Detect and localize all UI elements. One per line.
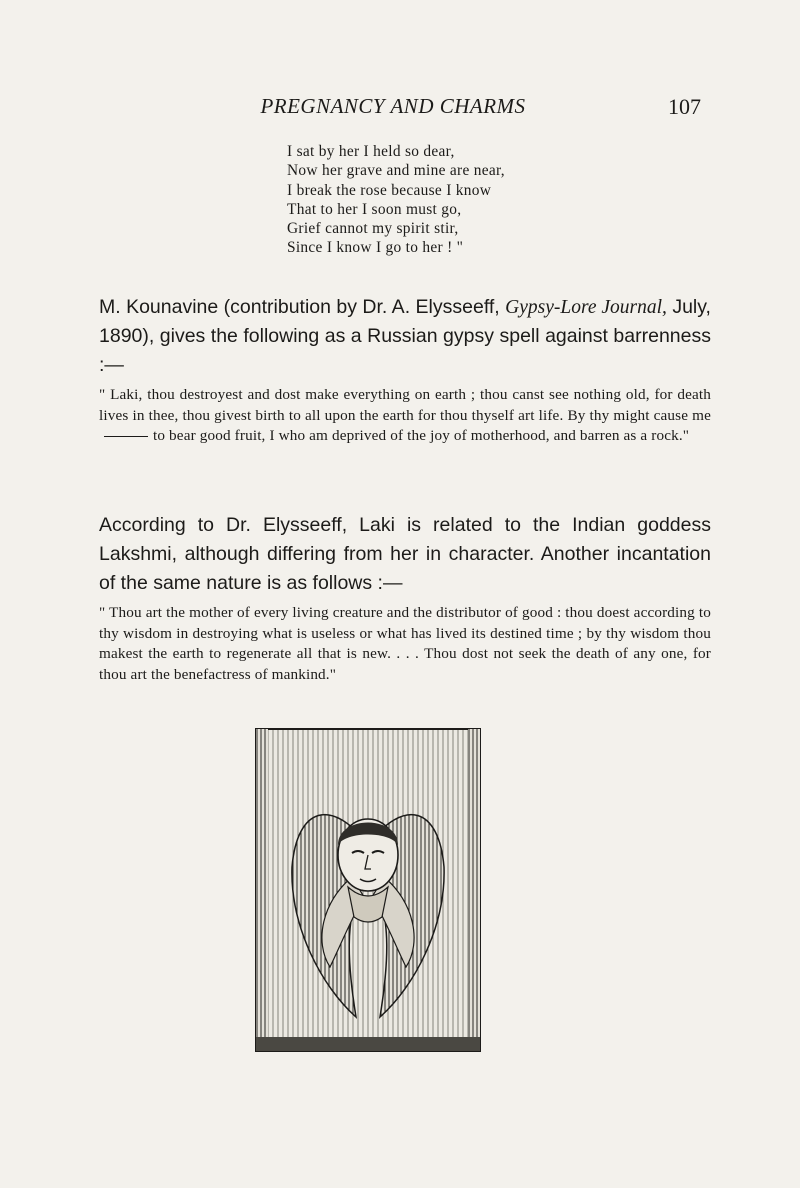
poem [287, 142, 505, 258]
poem-line: I break the rose because I know [287, 181, 492, 199]
em-dash-rule [104, 436, 148, 437]
paragraph-text: July, 1890), gives the following as a Russian gypsy spell against barrenness :— [99, 296, 711, 376]
quote-incantation: " Thou art the mother of every living creature and the distributor of good : thou doest according to thy wisdom in destroying what is useless or what has lived its destined time ; by thy wisdom thou makest the earth to regenerate all that is new. . . . Thou dost not seek the death of any one, for thou art the benefactress of mankind." [99, 604, 711, 683]
running-head: PREGNANCY AND CHARMS [260, 94, 526, 118]
paragraph-kounavine [99, 293, 711, 380]
page-number: 107 [668, 94, 701, 119]
paragraph-text: M. Kounavine (contribution by Dr. A. Elysseeff, [99, 296, 506, 318]
winged-cherub-engraving [252, 727, 484, 1057]
poem-line: Grief cannot my spirit stir, [287, 220, 459, 238]
poem-line: Now her grave and mine are near, [287, 162, 505, 180]
quote-text: to bear good fruit, I who am deprived of the joy of motherhood, and barren as a rock." [153, 427, 690, 444]
poem-line: Since I know I go to her ! " [287, 239, 464, 257]
paragraph-lakshmi: According to Dr. Elysseeff, Laki is related to the Indian goddess Lakshmi, although differing from her in character. Another incantation of the same nature is as follows :— [99, 514, 711, 594]
quote-text: " Laki, thou destroyest and dost make everything on earth ; thou canst see nothing old, for death lives in thee, thou givest birth to all upon the earth for thou thyself art life. By thy might cause me [99, 386, 711, 424]
quote-laki-spell [99, 385, 711, 447]
cherub-illustration [252, 727, 484, 1057]
poem-line: I sat by her I held so dear, [287, 143, 455, 160]
poem-line: That to her I soon must go, [287, 200, 462, 218]
journal-title: Gypsy-Lore Journal, [505, 297, 667, 318]
